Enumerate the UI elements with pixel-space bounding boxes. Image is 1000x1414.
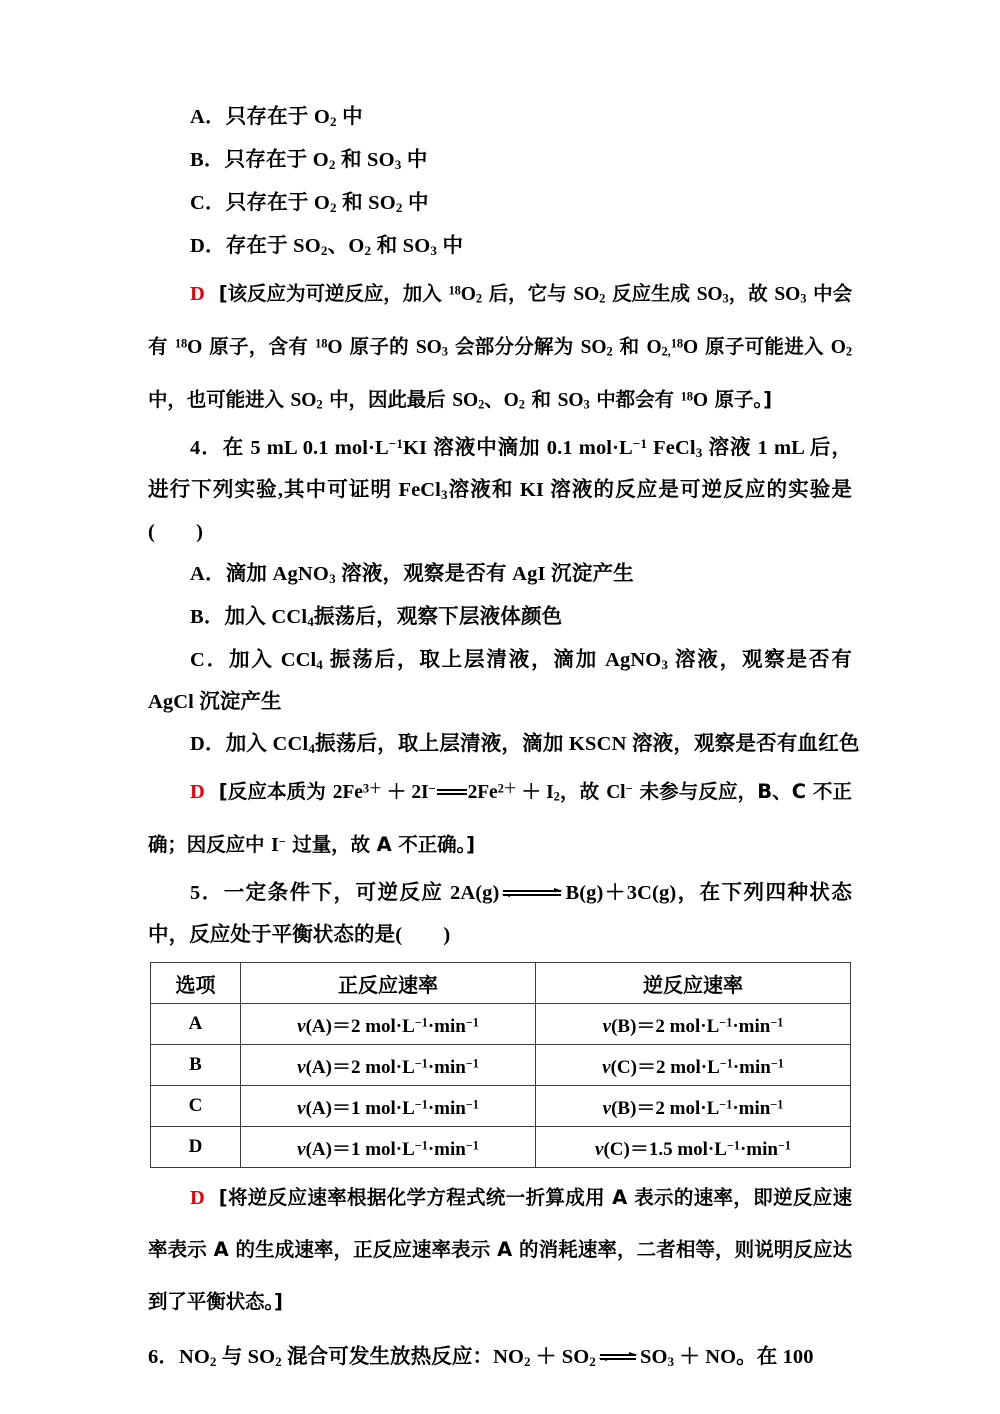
row-forward-rate: v(A)＝1 $mol\cdot L^{-1}\cdot\min^{-1}$ bbox=[241, 1127, 536, 1168]
double-equals-icon bbox=[437, 783, 467, 803]
q6-stem: 6．$NO_2$ 与 $SO_2$ 混合可发生放热反应：$NO_2 + SO_2$ $SO_3$ ＋ NO。在 100 bbox=[148, 1346, 814, 1369]
table-row bbox=[151, 1004, 851, 1045]
row-forward-rate: v(A)＝2 $mol\cdot L^{-1}\cdot\min^{-1}$ bbox=[241, 1045, 536, 1086]
section-spacer bbox=[148, 1328, 852, 1336]
q3-option-d: D．存在于 $SO_2$、$O_2$ 和 $SO_3$ 中 bbox=[190, 235, 464, 258]
q5-answer-explanation bbox=[148, 1172, 852, 1328]
row-option-label: C bbox=[151, 1086, 241, 1127]
equilibrium-arrow-icon bbox=[501, 884, 563, 905]
row-reverse-rate: v(C)＝2 $mol\cdot L^{-1}\cdot\min^{-1}$ bbox=[536, 1045, 851, 1086]
row-option-label: D bbox=[151, 1127, 241, 1168]
q4-option-a: A．滴加 AgNO$_3$ 溶液，观察是否有 AgI 沉淀产生 bbox=[190, 563, 634, 586]
table-header-row bbox=[151, 963, 851, 1004]
table-row bbox=[151, 1127, 851, 1168]
row-option-label: A bbox=[151, 1004, 241, 1045]
q3-answer-letter: D bbox=[190, 283, 205, 305]
row-reverse-rate: v(C)＝1.5 $mol\cdot L^{-1}\cdot\min^{-1}$ bbox=[536, 1127, 851, 1168]
q4-option-d: D．加入 CCl$_4$振荡后，取上层清液，滴加 KSCN 溶液，观察是否有血红色 bbox=[190, 733, 860, 756]
table-row bbox=[151, 1045, 851, 1086]
page-content bbox=[148, 96, 860, 1378]
q4-option-c: C．加入 CCl$_4$ 振荡后，取上层清液，滴加 AgNO$_3$ 溶液，观察是否有 AgCl 沉淀产生 bbox=[148, 649, 852, 713]
table-header-option: 选项 bbox=[151, 963, 241, 1004]
row-reverse-rate: v(B)＝2 $mol\cdot L^{-1}\cdot\min^{-1}$ bbox=[536, 1086, 851, 1127]
table-row bbox=[151, 1086, 851, 1127]
q3-option-b: B．只存在于 $O_2$ 和 $SO_3$ 中 bbox=[190, 149, 428, 172]
q3-option-c: C．只存在于 $O_2$ 和 $SO_2$ 中 bbox=[190, 192, 429, 215]
row-reverse-rate: v(B)＝2 $mol\cdot L^{-1}\cdot\min^{-1}$ bbox=[536, 1004, 851, 1045]
row-forward-rate: v(A)＝2 $mol\cdot L^{-1}\cdot\min^{-1}$ bbox=[241, 1004, 536, 1045]
q4-answer-letter: D bbox=[190, 781, 205, 803]
equilibrium-arrow-icon bbox=[598, 1348, 638, 1369]
q4-stem: 4．在 5 mL 0.1 $mol\cdot L^{-1}KI$ 溶液中滴加 0.1 $mol\cdot L^{-1}$ FeCl$_3$ 溶液 1 mL 后，进行下列实验,其中可证明 FeCl$_3$溶液和 KI 溶液的反应是可逆反应的实验是( ) bbox=[148, 435, 853, 543]
q4-answer-explanation: D [反应本质为 $2Fe^{3+} + 2I^-$ $2Fe^{2+} + I_2$，故 Cl− 未参与反应，B、C 不正确；因反应中 I− 过量，故 A 不正确。] bbox=[148, 780, 852, 856]
table-header-forward-rate: 正反应速率 bbox=[241, 963, 536, 1004]
q3-answer-explanation: D [该反应为可逆反应，加入 $^{18}O_2$ 后，它与 $SO_2$ 反应生成 $SO_3$，故 $SO_3$ 中会有 $^{18}$O 原子，含有 $^{18}$O 原子的 $SO_3$ 会部分分解为 $SO_2$ 和 $O_{2,}^{18}O$ 原子可能进入 $O_2$ 中，也可能进入 $SO_2$ 中，因此最后 $SO_2$、$O_2$ 和 $SO_3$ 中都会有 $^{18}$O 原子。] bbox=[148, 282, 852, 412]
row-forward-rate: v(A)＝1 $mol\cdot L^{-1}\cdot\min^{-1}$ bbox=[241, 1086, 536, 1127]
q5-answer-text: [将逆反应速率根据化学方程式统一折算成用 A 表示的速率，即逆反应速率表示 A 的生成速率，正反应速率表示 A 的消耗速率，二者相等，则说明反应达到了平衡状态。] bbox=[148, 1186, 852, 1313]
q5-answer-letter: D bbox=[190, 1187, 205, 1209]
row-option-label: B bbox=[151, 1045, 241, 1086]
rate-comparison-table bbox=[150, 962, 851, 1168]
q3-option-a: A．只存在于 $O_2$ 中 bbox=[190, 106, 363, 129]
q4-option-b: B．加入 CCl$_4$振荡后，观察下层液体颜色 bbox=[190, 606, 563, 629]
q5-stem: 5．一定条件下，可逆反应 2A(g) B(g)＋3C(g)，在下列四种状态中，反应处于平衡状态的是( ) bbox=[148, 882, 853, 946]
table-header-reverse-rate: 逆反应速率 bbox=[536, 963, 851, 1004]
